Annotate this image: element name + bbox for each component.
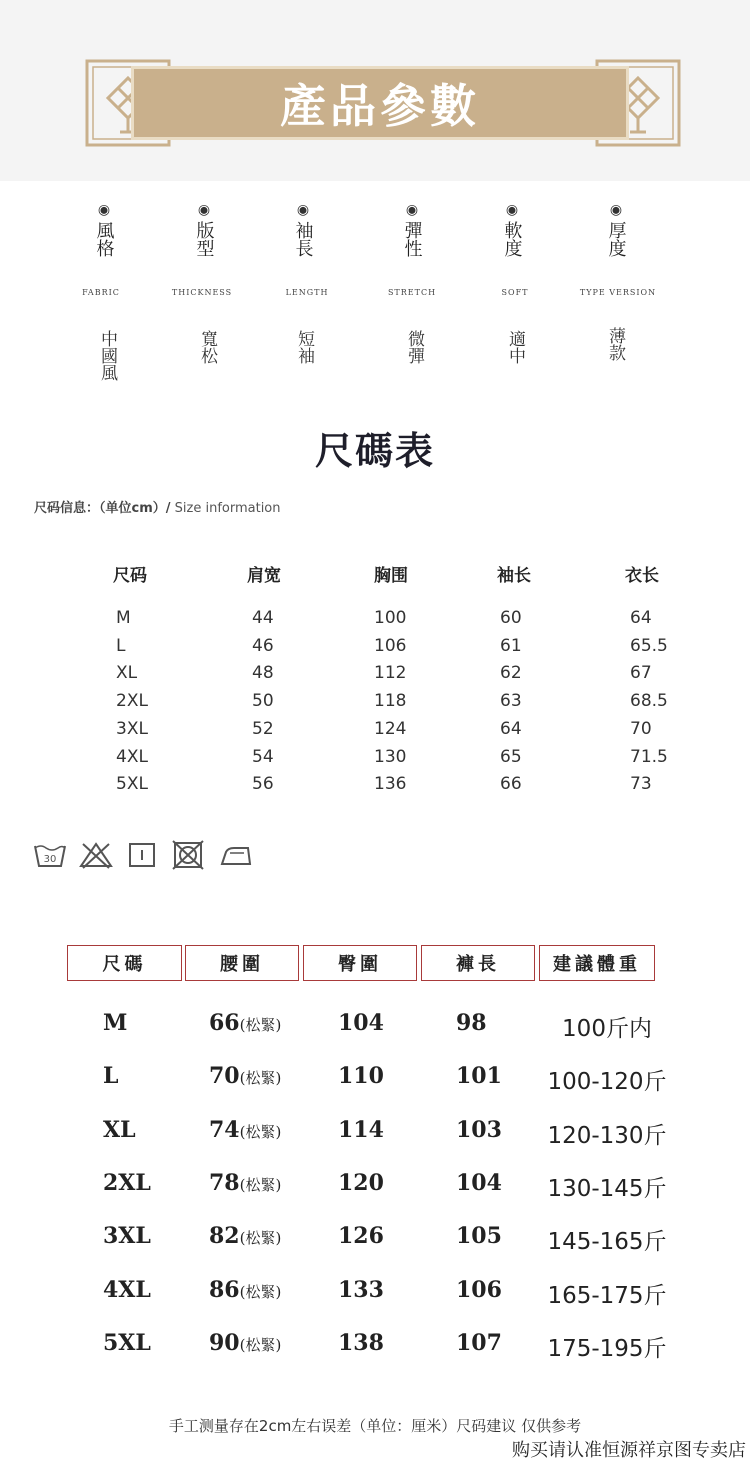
radio-dot-icon: ◉ [296, 202, 310, 218]
param-value: 短袖 [294, 330, 314, 364]
param-value: 薄款 [605, 327, 625, 361]
pants-size: 4XL [103, 1276, 151, 1303]
pants-weight: 175-195斤 [547, 1335, 667, 1362]
pants-waist-value: 70 [209, 1063, 240, 1090]
param-en-label: TYPE VERSION [579, 288, 657, 297]
pants-waist-value: 90 [209, 1329, 240, 1356]
size-cell: 5XL [116, 774, 148, 795]
pants-weight: 100斤内 [562, 1016, 652, 1042]
pants-size: XL [103, 1116, 136, 1143]
pants-waist-value: 66 [209, 1010, 240, 1036]
param-label: 軟度 [501, 221, 523, 257]
size-cell: 60 [500, 608, 522, 628]
pants-weight: 165-175斤 [547, 1282, 667, 1309]
size-cell: 130 [374, 746, 407, 767]
size-cell: M [116, 608, 131, 628]
loose-tight-label: (松緊) [239, 1175, 282, 1194]
loose-tight-label: (松緊) [239, 1122, 282, 1141]
size-cell: 2XL [116, 691, 148, 712]
pants-hip: 110 [338, 1063, 384, 1090]
pants-length: 103 [456, 1116, 502, 1143]
radio-dot-icon: ◉ [405, 202, 419, 218]
size-cell: 56 [252, 774, 274, 795]
pants-header: 臀圍 [303, 945, 417, 981]
size-cell: 68.5 [630, 691, 668, 712]
size-cell: 64 [500, 718, 522, 739]
pants-length: 104 [456, 1169, 502, 1196]
pants-waist-value: 82 [209, 1223, 240, 1250]
pants-waist-value: 74 [209, 1116, 240, 1143]
pants-header: 褲長 [421, 945, 535, 981]
size-cell: 65 [500, 746, 522, 767]
pants-hip: 104 [338, 1010, 384, 1036]
pants-size: 5XL [103, 1329, 151, 1356]
pants-size: L [103, 1063, 119, 1090]
pants-waist [209, 1170, 281, 1196]
param-value: 適中 [505, 330, 525, 364]
size-cell: 61 [500, 635, 522, 656]
param-value: 中國風 [97, 330, 117, 381]
no-bleach-icon [78, 840, 114, 870]
size-header: 胸围 [374, 566, 408, 586]
size-cell: 54 [252, 746, 274, 767]
pants-weight: 120-130斤 [547, 1122, 667, 1149]
pants-waist [209, 1277, 281, 1303]
loose-tight-label: (松緊) [239, 1282, 282, 1301]
size-info-prefix: 尺码信息：（单位cm）/ [34, 501, 171, 516]
size-cell: 3XL [116, 718, 148, 739]
pants-waist [209, 1010, 281, 1036]
param-label: 彈性 [401, 221, 423, 257]
banner-title: 產品參數 [280, 79, 480, 133]
loose-tight-label: (松緊) [239, 1016, 282, 1034]
pants-header: 尺碼 [67, 945, 182, 981]
param-en-label: SOFT [501, 288, 529, 297]
hang-dry-icon [124, 840, 160, 870]
size-chart-title: 尺碼表 [314, 428, 435, 473]
size-cell: 66 [500, 774, 522, 795]
loose-tight-label: (松緊) [239, 1069, 282, 1088]
param-label: 風格 [93, 221, 115, 257]
wash-temp: 30 [43, 854, 57, 865]
size-cell: 65.5 [630, 635, 668, 656]
size-cell: 63 [500, 691, 522, 712]
size-cell: 73 [630, 774, 652, 795]
radio-dot-icon: ◉ [505, 202, 519, 218]
size-info-suffix: Size information [174, 501, 281, 516]
param-value: 微彈 [404, 330, 424, 364]
pants-size: 2XL [103, 1169, 151, 1196]
size-cell: 70 [630, 718, 652, 739]
size-cell: 136 [374, 774, 407, 795]
size-cell: 118 [374, 691, 407, 712]
measurement-note: 手工测量存在2cm左右误差（单位：厘米）尺码建议 仅供参考 [168, 1417, 582, 1435]
size-cell: 4XL [116, 746, 148, 767]
pants-waist-value: 86 [209, 1276, 240, 1303]
size-header: 肩宽 [247, 566, 281, 586]
size-cell: 71.5 [630, 746, 668, 767]
pants-header: 腰圍 [185, 945, 299, 981]
size-info [34, 497, 281, 516]
radio-dot-icon: ◉ [97, 202, 111, 218]
pants-header: 建議體重 [539, 945, 655, 981]
param-en-label: LENGTH [285, 288, 329, 297]
param-label: 袖長 [292, 221, 314, 257]
shop-name: 购买请认准恒源祥京图专卖店 [512, 1440, 746, 1461]
size-cell: 124 [374, 718, 407, 739]
size-cell: XL [116, 663, 138, 684]
param-sleeve [243, 203, 363, 261]
pants-weight: 100-120斤 [547, 1069, 667, 1096]
pants-hip: 120 [338, 1169, 384, 1196]
pants-size: 3XL [103, 1223, 151, 1250]
size-cell: 64 [630, 608, 652, 628]
param-label: 版型 [193, 221, 215, 257]
radio-dot-icon: ◉ [197, 202, 211, 218]
param-en-label: STRETCH [387, 288, 437, 297]
size-cell: 62 [500, 663, 522, 684]
pants-weight: 145-165斤 [547, 1229, 667, 1256]
size-cell: 112 [374, 663, 407, 684]
param-en-label: FABRIC [82, 288, 120, 297]
pants-length: 105 [456, 1223, 502, 1250]
size-cell: L [116, 635, 126, 656]
pants-length: 98 [456, 1010, 487, 1036]
size-cell: 50 [252, 691, 274, 712]
size-cell: 100 [374, 608, 407, 628]
pants-hip: 114 [338, 1116, 384, 1143]
pants-hip: 126 [338, 1223, 384, 1250]
pants-size: M [103, 1010, 128, 1036]
size-cell: 67 [630, 663, 652, 684]
pants-hip: 138 [338, 1329, 384, 1356]
pants-waist [209, 1063, 281, 1089]
pants-hip: 133 [338, 1276, 384, 1303]
size-header: 袖长 [497, 566, 531, 586]
size-cell: 52 [252, 718, 274, 739]
pants-waist-value: 78 [209, 1169, 240, 1196]
size-header: 衣长 [625, 566, 659, 586]
iron-icon [218, 840, 254, 870]
param-en-label: THICKNESS [171, 288, 233, 297]
radio-dot-icon: ◉ [609, 202, 623, 218]
pants-length: 106 [456, 1276, 502, 1303]
product-params-banner [131, 66, 629, 140]
size-cell: 44 [252, 608, 274, 628]
loose-tight-label: (松緊) [239, 1229, 282, 1248]
param-label: 厚度 [605, 221, 627, 257]
pants-weight: 130-145斤 [547, 1175, 667, 1202]
loose-tight-label: (松緊) [239, 1335, 282, 1354]
pants-waist [209, 1223, 281, 1249]
wash-30-icon [32, 840, 68, 870]
pants-length: 107 [456, 1329, 502, 1356]
size-cell: 106 [374, 635, 407, 656]
no-tumble-dry-icon [170, 840, 206, 870]
param-value: 寬松 [197, 330, 217, 364]
size-cell: 46 [252, 635, 274, 656]
pants-waist [209, 1330, 281, 1356]
param-thickness [556, 203, 676, 261]
size-header: 尺码 [113, 566, 147, 586]
param-softness [452, 203, 572, 261]
size-cell: 48 [252, 663, 274, 684]
pants-waist [209, 1117, 281, 1143]
pants-length: 101 [456, 1063, 502, 1090]
